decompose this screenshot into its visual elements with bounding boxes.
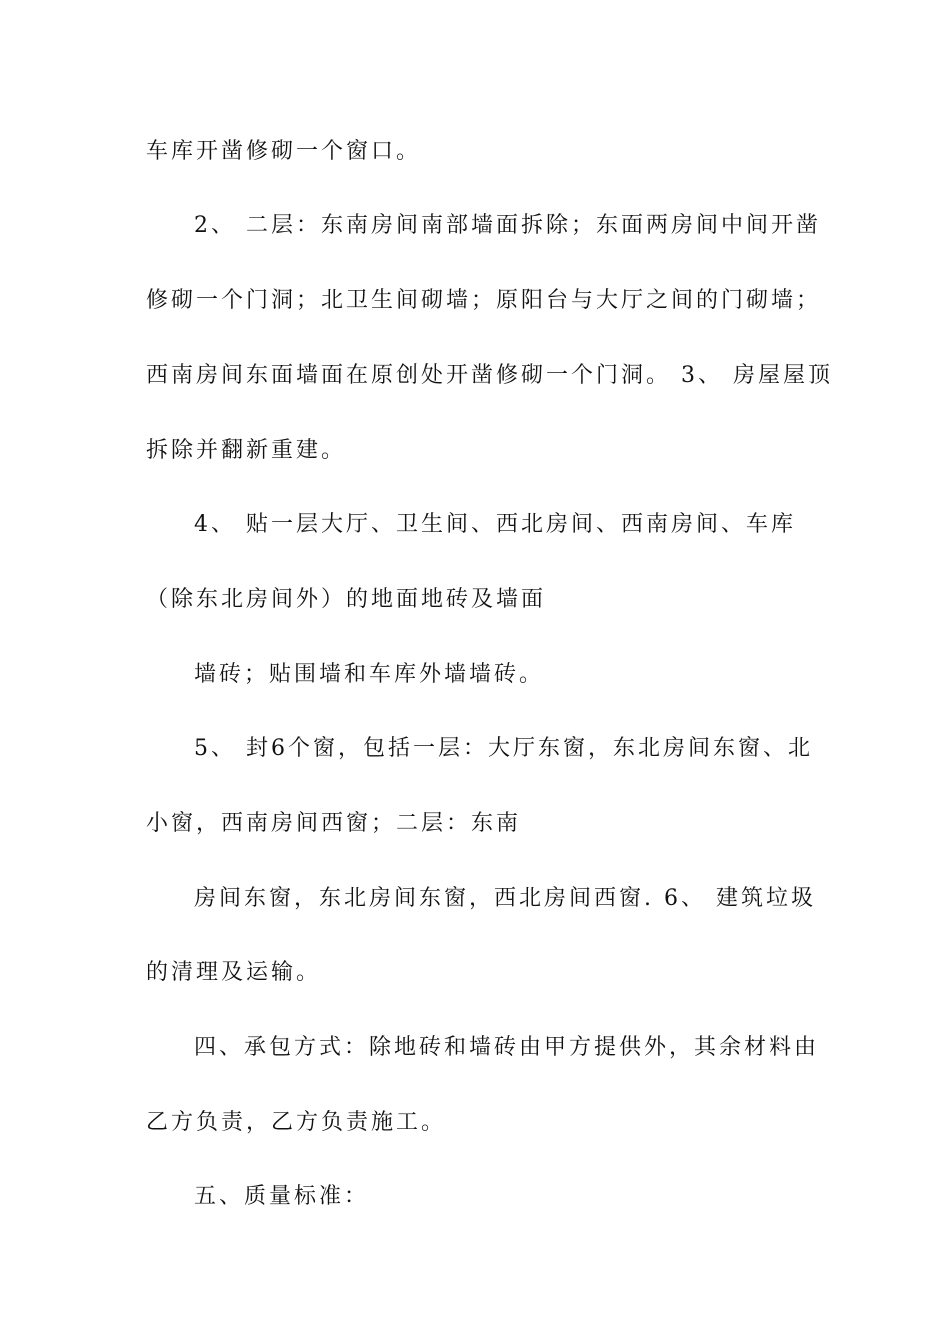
text-line-1: 车库开凿修砌一个窗口。 [146, 139, 422, 164]
text-line-9: 5、 封6个窗，包括一层：大厅东窗，东北房间东窗、北 [194, 736, 813, 761]
text-line-8: 墙砖；贴围墙和车库外墙墙砖。 [194, 662, 545, 687]
text-line-4: 西南房间东面墙面在原创处开凿修砌一个门洞。 3、 房屋屋顶 [146, 363, 833, 388]
text-line-5: 拆除并翻新重建。 [146, 438, 347, 463]
text-line-11: 房间东窗，东北房间东窗，西北房间西窗. 6、 建筑垃圾 [194, 886, 816, 911]
text-line-7: （除东北房间外）的地面地砖及墙面 [146, 587, 547, 612]
text-line-15: 五、质量标准： [194, 1184, 370, 1209]
text-line-10: 小窗，西南房间西窗；二层：东南 [146, 811, 522, 836]
text-line-2: 2、 二层：东南房间南部墙面拆除；东面两房间中间开凿 [194, 213, 821, 238]
text-line-6: 4、 贴一层大厅、卫生间、西北房间、西南房间、车库 [194, 512, 796, 537]
text-line-3: 修砌一个门洞；北卫生间砌墙；原阳台与大厅之间的门砌墙； [146, 288, 822, 313]
text-line-14: 乙方负责，乙方负责施工。 [146, 1110, 447, 1135]
text-line-13: 四、承包方式：除地砖和墙砖由甲方提供外，其余材料由 [194, 1035, 820, 1060]
text-line-12: 的清理及运输。 [146, 960, 322, 985]
